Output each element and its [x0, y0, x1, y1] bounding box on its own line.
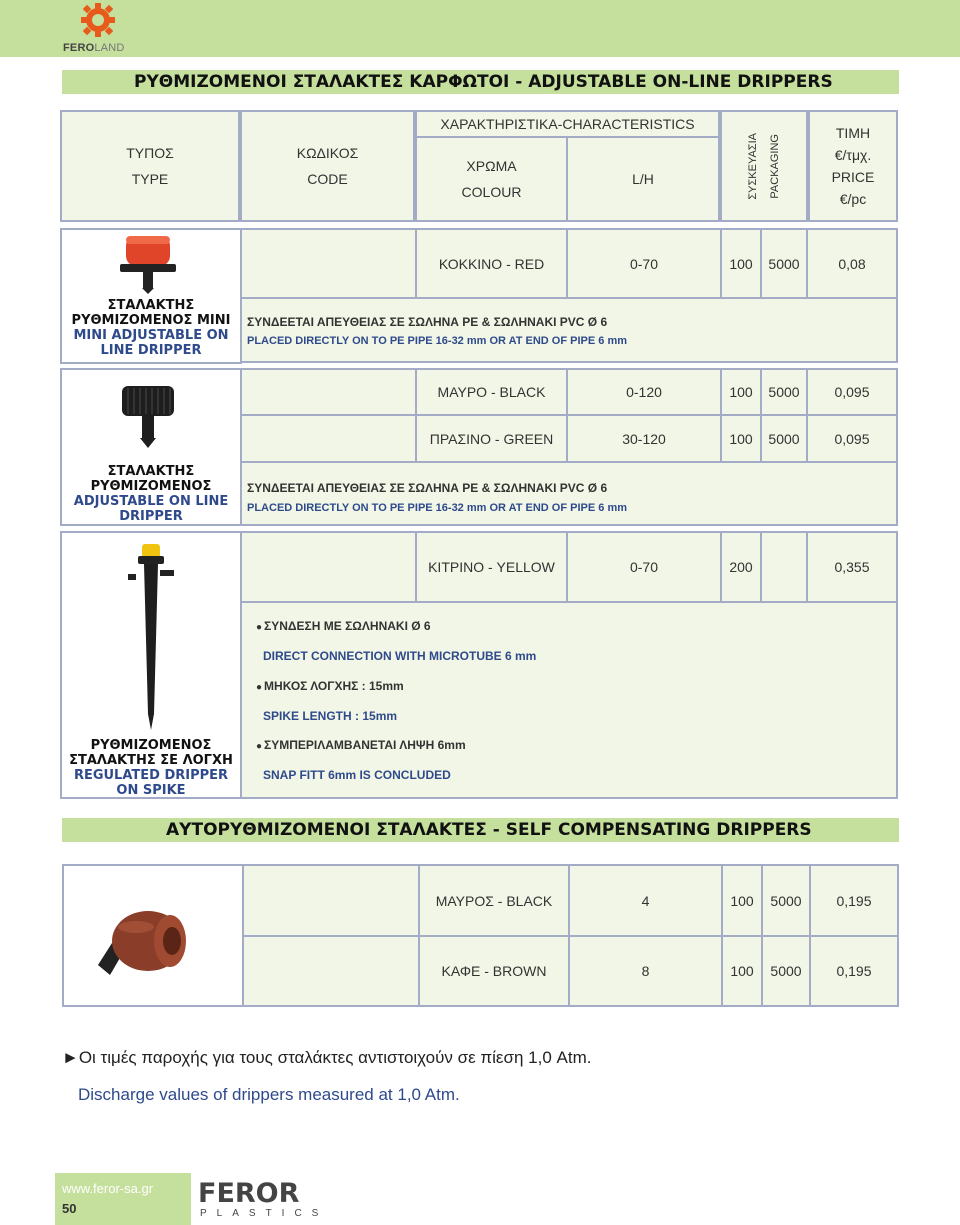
feroland-logo	[60, 2, 140, 56]
product-green-code	[240, 414, 417, 463]
sc-brown-code	[242, 935, 420, 1007]
product-mini-colour: ΚΟΚΚΙΝΟ - RED	[415, 228, 568, 299]
sc-brown-colour: ΚΑΦΕ - BROWN	[418, 935, 570, 1007]
product-yellow-lh: 0-70	[566, 531, 722, 603]
black-dripper-image	[118, 380, 178, 450]
spike-bullet-1-en: DIRECT CONNECTION WITH MICROTUBE 6 mm	[263, 649, 537, 663]
sc-black-price: 0,195	[809, 864, 899, 937]
logo-wordmark: FEROLAND	[63, 42, 125, 54]
spike-bullet-1-gr: ● ΣΥΝΔΕΣΗ ΜΕ ΣΩΛΗΝΑΚΙ Ø 6	[256, 619, 431, 633]
product-yellow-colour: ΚΙΤΡΙΝΟ - YELLOW	[415, 531, 568, 603]
product-black-code	[240, 368, 417, 416]
product-mini-lh: 0-70	[566, 228, 722, 299]
feror-logo: FEROR PLASTICS	[198, 1178, 329, 1219]
product-mini-name: ΣΤΑΛΑΚΤΗΣ ΡΥΘΜΙΖΟΜΕΝΟΣ MINI MINI ADJUSTABLE ON LINE DRIPPER	[71, 298, 231, 358]
product-yellow-pack2	[760, 531, 808, 603]
product-green-pack2: 5000	[760, 414, 808, 463]
header-colour: ΧΡΩΜΑ COLOUR	[415, 136, 568, 222]
header-type: ΤΥΠΟΣ TYPE	[60, 110, 240, 222]
spike-dripper-image	[128, 544, 178, 730]
header-characteristics: ΧΑΡΑΚΤΗΡΙΣΤΙΚΑ-CHARACTERISTICS	[415, 110, 720, 138]
sc-black-lh: 4	[568, 864, 723, 937]
product-green-colour: ΠΡΑΣΙΝΟ - GREEN	[415, 414, 568, 463]
spike-bullet-3-en: SNAP FITT 6mm IS CONCLUDED	[263, 768, 451, 782]
product-mini-price: 0,08	[806, 228, 898, 299]
sc-black-code	[242, 864, 420, 937]
sc-black-colour: ΜΑΥΡΟΣ - BLACK	[418, 864, 570, 937]
product-green-lh: 30-120	[566, 414, 722, 463]
spike-bullet-2-gr: ● ΜΗΚΟΣ ΛΟΓΧΗΣ : 15mm	[256, 679, 404, 693]
product-black-lh: 0-120	[566, 368, 722, 416]
section-title-self-compensating: ΑΥΤΟΡΥΘΜΙΖΟΜΕΝΟΙ ΣΤΑΛΑΚΤΕΣ - SELF COMPENSATING DRIPPERS	[62, 818, 899, 842]
sc-black-pack1: 100	[721, 864, 763, 937]
sc-brown-pack2: 5000	[761, 935, 811, 1007]
page-number: 50	[62, 1201, 77, 1216]
product-mini-pack2: 5000	[760, 228, 808, 299]
product-adjustable-desc-en: PLACED DIRECTLY ON TO PE PIPE 16-32 mm OR AT END OF PIPE 6 mm	[247, 502, 627, 514]
product-green-pack1: 100	[720, 414, 762, 463]
sc-brown-lh: 8	[568, 935, 723, 1007]
red-mini-dripper-image	[118, 232, 178, 294]
spike-bullet-2-en: SPIKE LENGTH : 15mm	[263, 709, 398, 723]
product-adjustable-name: ΣΤΑΛΑΚΤΗΣ ΡΥΘΜΙΖΟΜΕΝΟΣ ADJUSTABLE ON LINE DRIPPER	[73, 464, 229, 524]
product-yellow-pack1: 200	[720, 531, 762, 603]
footer-url[interactable]: www.feror-sa.gr	[62, 1181, 154, 1196]
footer-band	[55, 1173, 191, 1225]
spike-bullet-3-gr: ● ΣΥΜΠΕΡΙΛΑΜΒΑΝΕΤΑΙ ΛΗΨΗ 6mm	[256, 738, 466, 752]
sc-black-pack2: 5000	[761, 864, 811, 937]
product-yellow-code	[240, 531, 417, 603]
product-green-price: 0,095	[806, 414, 898, 463]
note-english: Discharge values of drippers measured at 1,0 Atm.	[78, 1085, 460, 1104]
product-mini-pack1: 100	[720, 228, 762, 299]
product-black-pack2: 5000	[760, 368, 808, 416]
header-packaging: ΣΥΣΚΕΥΑΣΙΑ PACKAGING	[720, 110, 808, 222]
brown-dripper-image	[96, 905, 190, 977]
product-mini-desc-gr: ΣΥΝΔΕΕΤΑΙ ΑΠΕΥΘΕΙΑΣ ΣΕ ΣΩΛΗΝΑ PE & ΣΩΛΗΝΑΚΙ PVC Ø 6	[247, 315, 608, 329]
header-price: ΤΙΜΗ €/τμχ. PRICE €/pc	[808, 110, 898, 222]
header-lh: L/H	[566, 136, 720, 222]
product-black-pack1: 100	[720, 368, 762, 416]
product-mini-code	[240, 228, 417, 299]
top-band	[0, 0, 960, 57]
header-code: ΚΩΔΙΚΟΣ CODE	[240, 110, 415, 222]
product-mini-desc-en: PLACED DIRECTLY ON TO PE PIPE 16-32 mm OR AT END OF PIPE 6 mm	[247, 335, 627, 347]
product-adjustable-desc-gr: ΣΥΝΔΕΕΤΑΙ ΑΠΕΥΘΕΙΑΣ ΣΕ ΣΩΛΗΝΑ PE & ΣΩΛΗΝΑΚΙ PVC Ø 6	[247, 481, 608, 495]
note-greek: ►Οι τιμές παροχής για τους σταλάκτες αντιστοιχούν σε πίεση 1,0 Atm.	[62, 1048, 592, 1067]
gear-logo-icon	[80, 2, 116, 38]
product-spike-name: ΡΥΘΜΙΖΟΜΕΝΟΣ ΣΤΑΛΑΚΤΗΣ ΣΕ ΛΟΓΧΗ REGULATED DRIPPER ON SPIKE	[69, 738, 233, 798]
product-black-price: 0,095	[806, 368, 898, 416]
sc-brown-pack1: 100	[721, 935, 763, 1007]
product-black-colour: ΜΑΥΡΟ - BLACK	[415, 368, 568, 416]
product-mini-desc-cell	[240, 297, 898, 363]
section-title-adjustable: ΡΥΘΜΙΖΟΜΕΝΟΙ ΣΤΑΛΑΚΤΕΣ ΚΑΡΦΩΤΟΙ - ADJUSTABLE ON-LINE DRIPPERS	[62, 70, 899, 94]
sc-brown-price: 0,195	[809, 935, 899, 1007]
product-yellow-price: 0,355	[806, 531, 898, 603]
